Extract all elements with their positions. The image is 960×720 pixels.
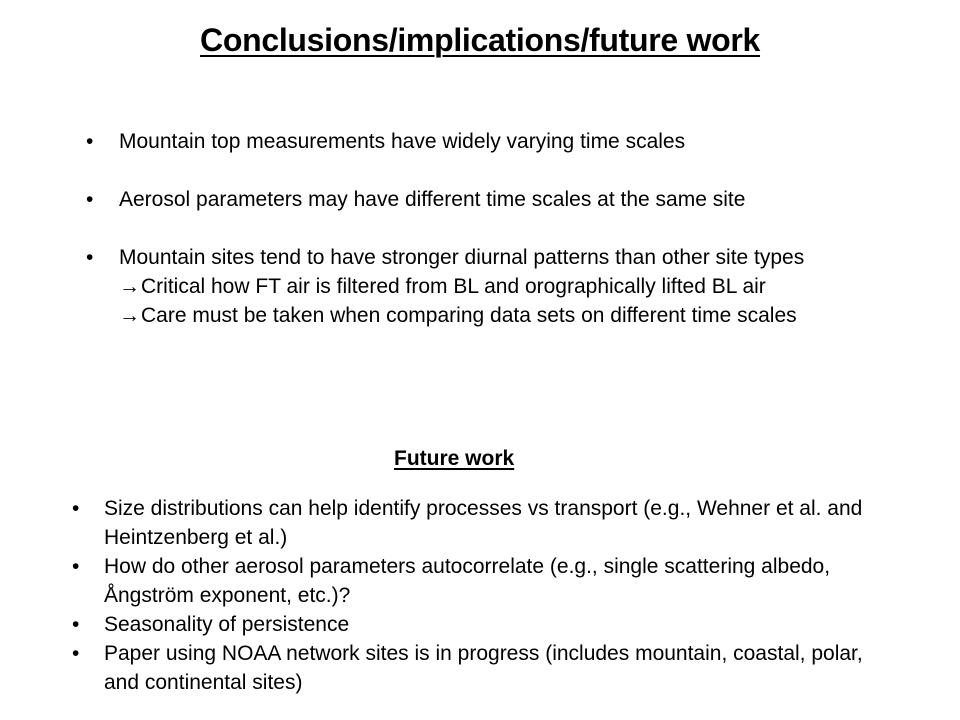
- future-work-list: [72, 494, 892, 697]
- future-work-item: [72, 494, 892, 552]
- conclusion-subitem: [86, 272, 946, 301]
- conclusion-item: [86, 127, 946, 156]
- slide-title: Conclusions/implications/future work: [200, 22, 760, 58]
- future-work-text: Paper using NOAA network sites is in progress (includes mountain, coastal, polar, and continental sites): [104, 642, 863, 694]
- arrow-right-icon: →: [119, 275, 140, 298]
- future-work-text: Size distributions can help identify processes vs transport (e.g., Wehner et al. and Heintzenberg et al.): [104, 497, 863, 549]
- bullet-icon: •: [86, 130, 94, 153]
- conclusion-item: [86, 185, 946, 214]
- conclusion-text: Mountain sites tend to have stronger diurnal patterns than other site types: [119, 246, 805, 269]
- future-work-text: Seasonality of persistence: [104, 613, 350, 636]
- bullet-icon: •: [72, 613, 80, 636]
- subitem-text: Critical how FT air is filtered from BL and orographically lifted BL air: [141, 275, 766, 298]
- arrow-right-icon: →: [119, 304, 140, 327]
- bullet-icon: •: [72, 642, 80, 665]
- subitem-text: Care must be taken when comparing data sets on different time scales: [141, 304, 797, 327]
- bullet-icon: •: [86, 246, 94, 269]
- conclusion-text: Aerosol parameters may have different time scales at the same site: [119, 188, 746, 211]
- conclusions-list: [86, 127, 946, 330]
- future-work-item: [72, 552, 892, 610]
- bullet-icon: •: [86, 188, 94, 211]
- conclusion-text: Mountain top measurements have widely varying time scales: [119, 130, 686, 153]
- future-work-item: [72, 610, 892, 639]
- future-work-item: [72, 639, 892, 697]
- conclusion-item: [86, 243, 946, 272]
- bullet-icon: •: [72, 555, 80, 578]
- future-work-heading: Future work: [394, 447, 515, 470]
- future-work-text: How do other aerosol parameters autocorrelate (e.g., single scattering albedo, Ångström exponent, etc.)?: [104, 555, 831, 607]
- conclusion-subitem: [86, 301, 946, 330]
- bullet-icon: •: [72, 497, 80, 520]
